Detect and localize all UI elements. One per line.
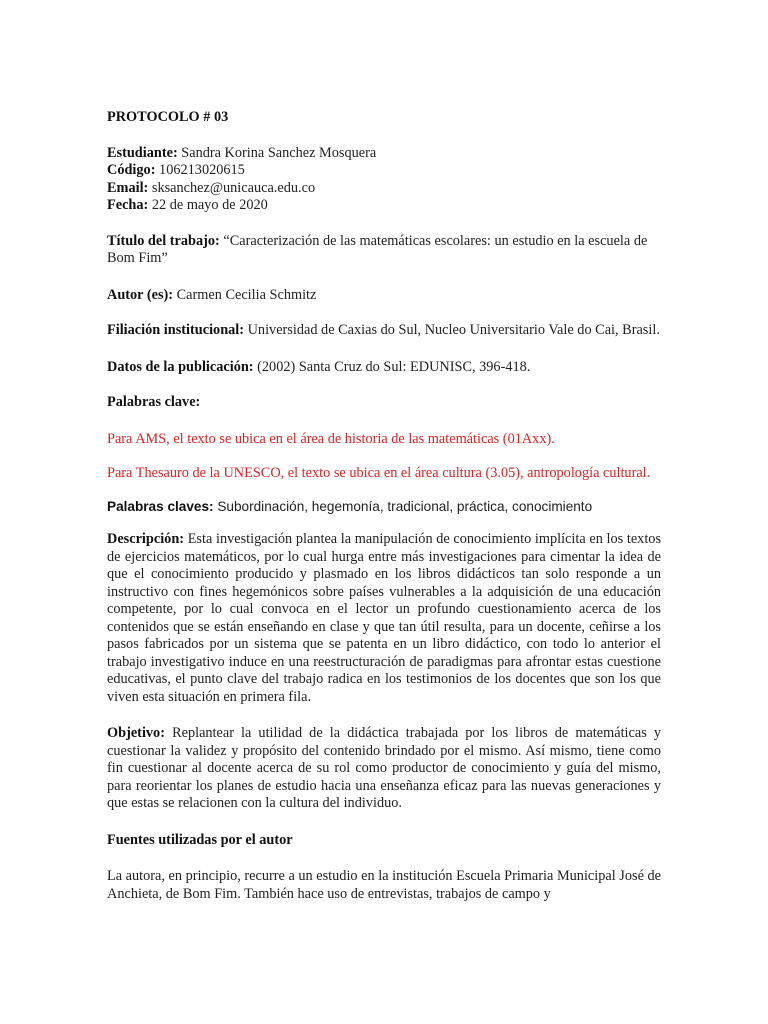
work-title-line [107,233,661,268]
keywords-value: Subordinación, hegemonía, tradicional, práctica, conocimiento [217,498,593,514]
keywords-label: Palabras claves: [107,498,214,514]
keywords-line [107,498,661,516]
code-label: Código: [107,162,156,178]
code-value: 106213020615 [159,162,245,178]
description-paragraph [107,531,661,706]
authors-value: Carmen Cecilia Schmitz [176,286,317,303]
email-label: Email: [107,179,149,196]
protocol-title: PROTOCOLO # 03 [107,109,229,125]
date-line [107,197,661,215]
description-label: Descripción: [107,531,185,547]
work-title-label: Título del trabajo: [107,232,220,249]
student-line [107,145,661,163]
code-line [107,162,661,180]
authors-label: Autor (es): [107,286,174,303]
date-label: Fecha: [107,197,149,213]
authors-line [107,287,661,305]
publication-line [107,359,661,377]
affiliation-label: Filiación institucional: [107,322,245,338]
objective-label: Objetivo: [107,725,165,741]
affiliation-value: Universidad de Caxias do Sul, Nucleo Universitario Vale do Cai, Brasil. [247,322,660,338]
objective-paragraph [107,725,661,813]
keywords-heading: Palabras clave: [107,394,201,410]
objective-value: Replantear la utilidad de la didáctica trabajada por los libros de matemáticas y cuestionar la validez y propósito del contenido brindado por el mismo. Así mismo, tiene como fin cuestionar al docente acerca de su rol como productor de conocimiento y guía del mismo, para reorientar los planes de estudio hacia una enseñanza eficaz para las nuevas generaciones y que estas se relacionen con la cultura del individuo. [107,725,661,811]
unesco-note: Para Thesauro de la UNESCO, el texto se ubica en el área cultura (3.05), antropología cultural. [107,465,651,481]
publication-label: Datos de la publicación: [107,358,254,375]
student-info [107,145,661,215]
ams-note: Para AMS, el texto se ubica en el área de historia de las matemáticas (01Axx). [107,430,555,447]
date-value: 22 de mayo de 2020 [151,197,268,213]
sources-paragraph: La autora, en principio, recurre a un estudio en la institución Escuela Primaria Municipal José de Anchieta, de Bom Fim. También hace uso de entrevistas, trabajos de campo y [107,868,661,902]
student-value: Sandra Korina Sanchez Mosquera [181,144,377,161]
sources-heading: Fuentes utilizadas por el autor [107,831,293,848]
description-value: Esta investigación plantea la manipulación de conocimiento implícita en los textos de ejercicios matemáticos, por lo cual hurga entre más investigaciones para cimentar la idea de que el conocimiento producido y plasmado en los libros didácticos tan solo responde a un instructivo con fines hegemónicos sobre países vulnerables a la adquisición de una educación competente, por lo cual convoca en el lector un profundo cuestionamiento acerca de los contenidos que se están enseñando en clase y que tan útil resulta, para un docente, ceñirse a los pasos fabricados por un sistema que se patenta en un libro didáctico, con todo lo anterior el trabajo investigativo induce en una reestructuración de paradigmas para afrontar estas cuestione educativas, el punto clave del trabajo radica en los testimonios de los docentes que son los que viven esta situación en primera fila. [107,531,662,705]
email-line [107,180,661,198]
email-value: sksanchez@unicauca.edu.co [151,179,316,196]
publication-value: (2002) Santa Cruz do Sul: EDUNISC, 396-418. [257,358,531,375]
work-title-value: “Caracterización de las matemáticas escolares: un estudio en la escuela de Bom Fim” [107,232,648,266]
affiliation-line [107,322,661,340]
student-label: Estudiante: [107,144,178,161]
